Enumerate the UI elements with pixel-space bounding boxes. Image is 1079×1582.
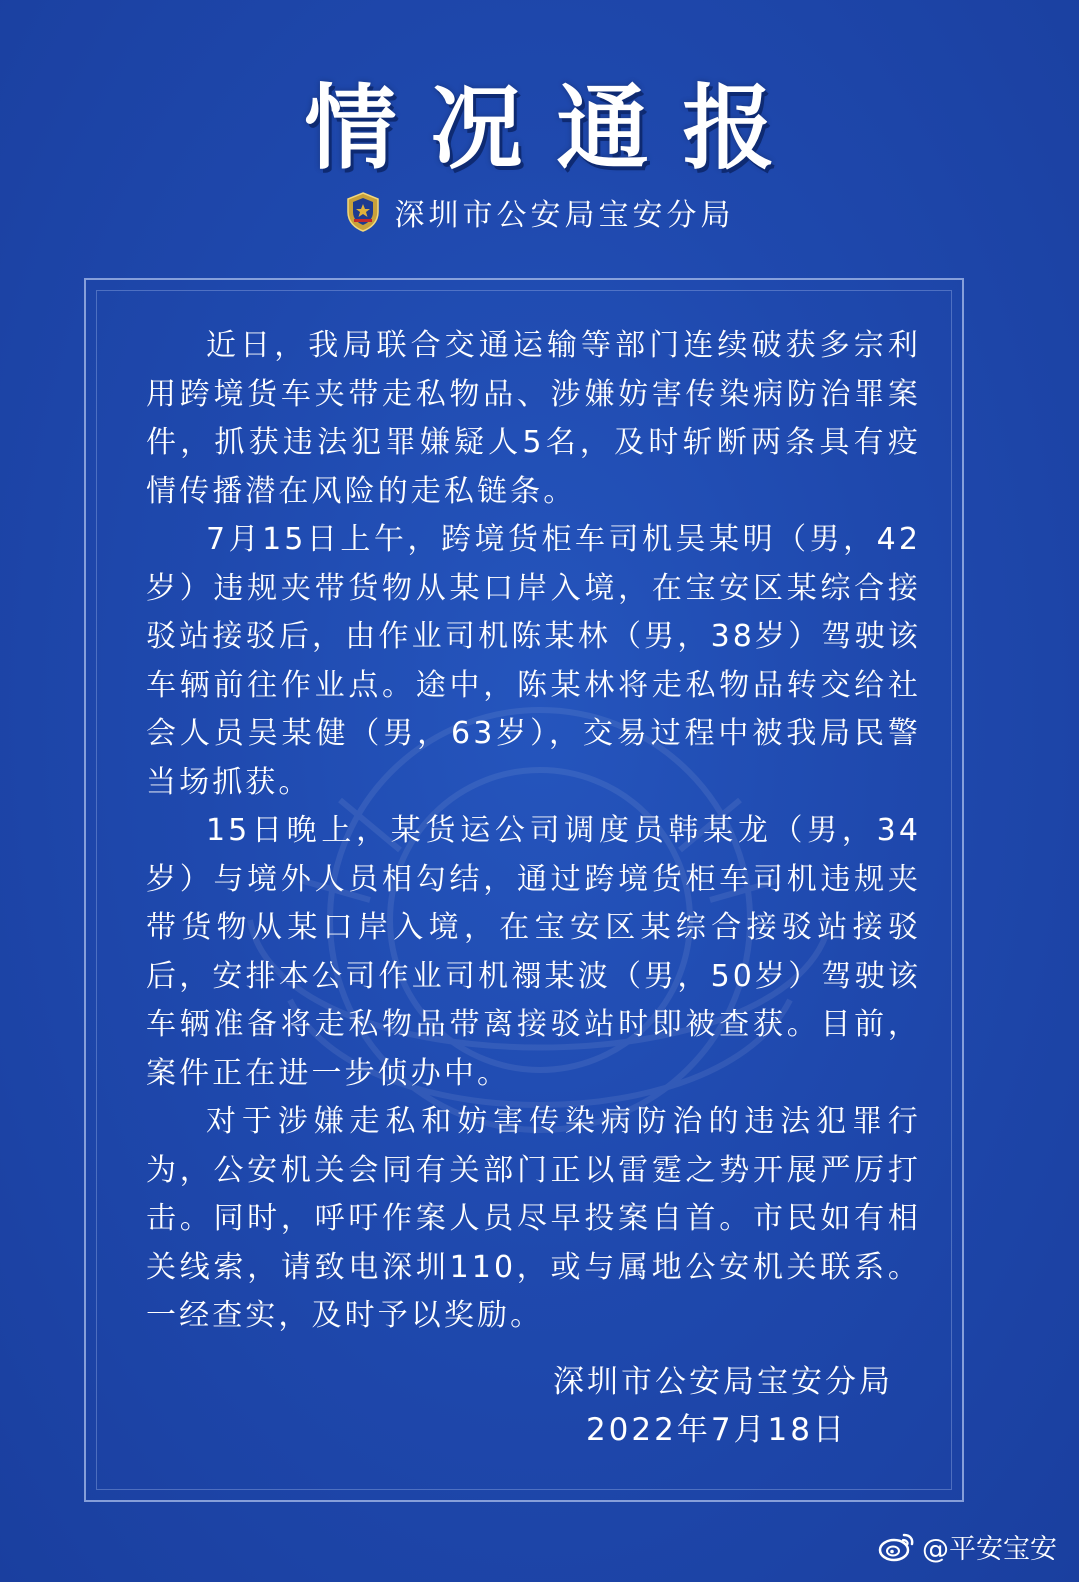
page-title: 情况通报: [304, 74, 809, 182]
weibo-icon: [878, 1531, 916, 1563]
body-paragraph: 对于涉嫌走私和妨害传染病防治的违法犯罪行为，公安机关会同有关部门正以雷霆之势开展严厉打击。同时，呼吁作案人员尽早投案自首。市民如有相关线索，请致电深圳110，或与属地公安机关联系。一经查实，及时予以奖励。: [146, 1104, 921, 1333]
weibo-account: @平安宝安: [922, 1534, 1057, 1565]
body-paragraph: 近日，我局联合交通运输等部门连续破获多宗利用跨境货车夹带走私物品、涉嫌妨害传染病防治罪案件，抓获违法犯罪嫌疑人5名，及时斩断两条具有疫情传播潜在风险的走私链条。: [146, 328, 921, 509]
notice-body: [146, 322, 921, 1341]
signature-block: [553, 1358, 893, 1454]
signature-date: 2022年7月18日: [585, 1412, 847, 1448]
signature-issuer: 深圳市公安局宝安分局: [553, 1364, 893, 1400]
issuer-name: 深圳市公安局宝安分局: [394, 198, 735, 233]
body-paragraph: 15日晚上，某货运公司调度员韩某龙（男，34岁）与境外人员相勾结，通过跨境货柜车司机违规夹带货物从某口岸入境，在宝安区某综合接驳站接驳后，安排本公司作业司机禤某波（男，50岁）驾驶该车辆准备将走私物品带离接驳站时即被查获。目前，案件正在进一步侦办中。: [146, 813, 921, 1091]
body-paragraph: 7月15日上午，跨境货柜车司机吴某明（男，42岁）违规夹带货物从某口岸入境，在宝安区某综合接驳站接驳后，由作业司机陈某林（男，38岁）驾驶该车辆前往作业点。途中，陈某林将走私物品转交给社会人员吴某健（男，63岁），交易过程中被我局民警当场抓获。: [146, 522, 921, 800]
issuer-row: [0, 190, 1079, 234]
police-emblem-icon: [345, 192, 381, 232]
weibo-watermark: [878, 1527, 1057, 1566]
